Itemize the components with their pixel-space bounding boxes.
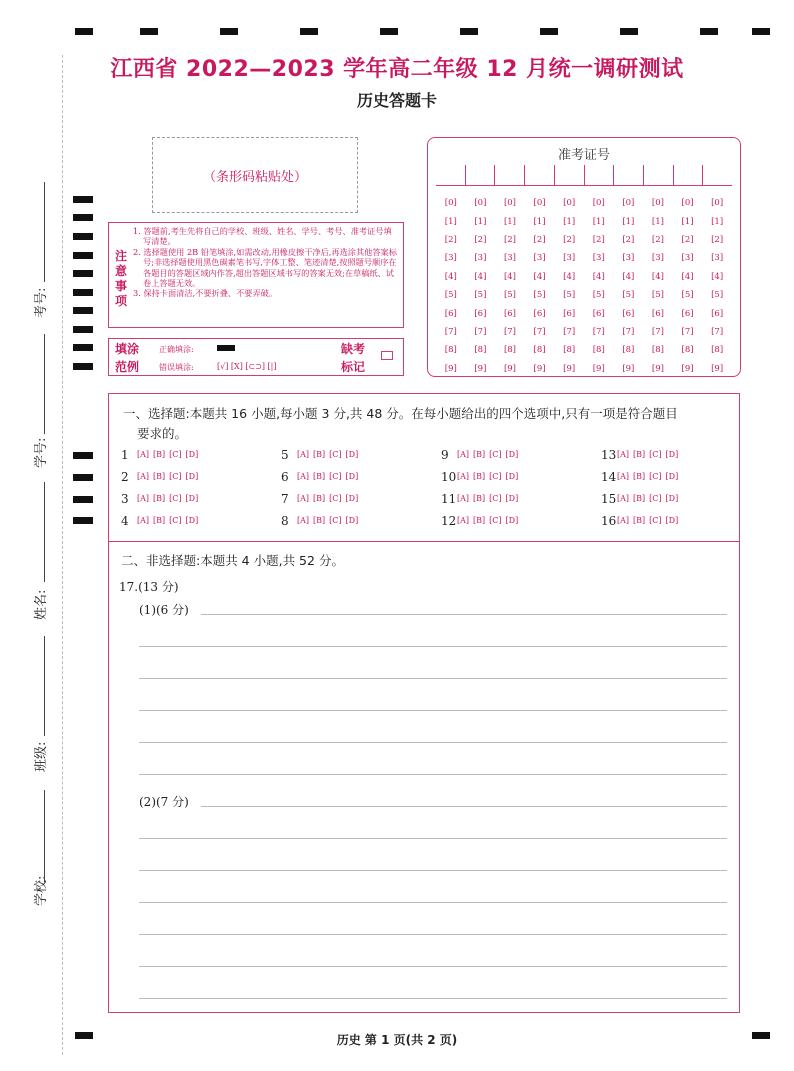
admission-digit-bubble[interactable]: [4] xyxy=(503,271,516,282)
admission-digit-bubble[interactable]: [5] xyxy=(681,290,694,301)
admission-digit-bubble[interactable]: [7] xyxy=(474,326,487,337)
option-bubble[interactable]: [B] xyxy=(473,450,486,459)
admission-digit-bubble[interactable]: [2] xyxy=(651,234,664,245)
admission-digit-bubble[interactable]: [9] xyxy=(444,363,457,374)
admission-digit-bubble[interactable]: [7] xyxy=(563,326,576,337)
question-number: 1 xyxy=(121,448,129,462)
answer-line[interactable] xyxy=(139,678,727,679)
answer-area xyxy=(108,393,740,1013)
admission-digit-bubble[interactable]: [0] xyxy=(651,198,664,209)
admission-digit-bubble[interactable]: [0] xyxy=(681,198,694,209)
admission-digit-row xyxy=(436,268,732,286)
option-bubble[interactable]: [D] xyxy=(185,516,199,525)
admission-digit-bubble[interactable]: [2] xyxy=(503,234,516,245)
side-fill-line-kaohao xyxy=(44,182,45,282)
option-bubble[interactable]: [D] xyxy=(505,472,519,481)
choice-question xyxy=(441,492,522,506)
answer-line[interactable] xyxy=(139,710,727,711)
admission-digit-bubble[interactable]: [3] xyxy=(533,253,546,264)
admission-digit-bubble[interactable]: [0] xyxy=(711,198,724,209)
option-bubble[interactable]: [C] xyxy=(169,516,182,525)
option-bubble[interactable]: [C] xyxy=(489,516,502,525)
notice-title: 注意事项 xyxy=(114,249,127,308)
question-number: 7 xyxy=(281,492,289,506)
timing-mark xyxy=(73,233,93,240)
choice-question xyxy=(121,470,202,484)
admission-digit-bubble[interactable]: [8] xyxy=(503,345,516,356)
section1-heading xyxy=(123,404,723,444)
answer-line[interactable] xyxy=(139,998,727,999)
admission-digit-bubble[interactable]: [0] xyxy=(444,198,457,209)
admission-digit-bubble[interactable]: [0] xyxy=(592,198,605,209)
timing-mark xyxy=(140,28,158,35)
admission-digit-bubble[interactable]: [3] xyxy=(711,253,724,264)
admission-digit-bubble[interactable]: [9] xyxy=(474,363,487,374)
absent-checkbox[interactable] xyxy=(381,351,393,360)
timing-mark xyxy=(75,28,93,35)
choice-question xyxy=(441,514,522,528)
admission-digit-row xyxy=(436,360,732,378)
admission-digit-bubble[interactable]: [4] xyxy=(711,271,724,282)
admission-digit-bubble[interactable]: [7] xyxy=(622,326,635,337)
admission-digit-bubble[interactable]: [6] xyxy=(533,308,546,319)
choice-question xyxy=(601,514,682,528)
admission-digit-bubble[interactable]: [8] xyxy=(444,345,457,356)
option-bubble[interactable]: [D] xyxy=(185,450,199,459)
question-number: 12 xyxy=(441,514,457,528)
choice-question xyxy=(441,470,522,484)
admission-digit-bubble[interactable]: [3] xyxy=(622,253,635,264)
section1-heading-line: 一、选择题:本题共 16 小题,每小题 3 分,共 48 分。在每小题给出的四个选项中,只有一项是符合题目 xyxy=(123,406,678,421)
admission-digit-bubble[interactable]: [2] xyxy=(563,234,576,245)
timing-mark xyxy=(73,252,93,259)
question-number: 16 xyxy=(601,514,617,528)
timing-mark xyxy=(73,196,93,203)
choice-question xyxy=(281,514,362,528)
admission-digit-bubble[interactable]: [1] xyxy=(474,216,487,227)
timing-mark xyxy=(73,214,93,221)
option-bubble[interactable]: [C] xyxy=(649,516,662,525)
admission-digit-bubble[interactable]: [2] xyxy=(444,234,457,245)
admission-digit-bubble[interactable]: [4] xyxy=(563,271,576,282)
admission-digit-bubble[interactable]: [0] xyxy=(474,198,487,209)
question-number: 6 xyxy=(281,470,289,484)
timing-mark xyxy=(73,289,93,296)
question-number: 4 xyxy=(121,514,129,528)
correct-fill-label: 正确填涂: xyxy=(159,345,194,354)
question-number: 2 xyxy=(121,470,129,484)
admission-digit-bubble[interactable]: [0] xyxy=(533,198,546,209)
barcode-label: （条形码粘贴处） xyxy=(202,170,307,185)
admission-digit-bubble[interactable]: [2] xyxy=(622,234,635,245)
question-number: 11 xyxy=(441,492,457,506)
option-bubble[interactable]: [B] xyxy=(313,516,326,525)
admission-digit-bubble[interactable]: [3] xyxy=(503,253,516,264)
question-17-label: 17.(13 分) xyxy=(119,580,179,594)
admission-digit-bubble[interactable]: [1] xyxy=(503,216,516,227)
option-bubble[interactable]: [B] xyxy=(153,472,166,481)
answer-line[interactable] xyxy=(201,614,727,615)
admission-digit-bubble[interactable]: [4] xyxy=(474,271,487,282)
timing-mark xyxy=(73,344,93,351)
absent-label: 标记 xyxy=(341,360,366,374)
admission-digit-bubble[interactable]: [6] xyxy=(503,308,516,319)
admission-digit-bubble[interactable]: [9] xyxy=(651,363,664,374)
option-bubble[interactable]: [A] xyxy=(297,516,310,525)
notice-item: 3. 保持卡面清洁,不要折叠、不要弄破。 xyxy=(133,288,278,299)
admission-digit-bubble[interactable]: [2] xyxy=(533,234,546,245)
timing-mark xyxy=(300,28,318,35)
admission-digit-bubble[interactable]: [6] xyxy=(592,308,605,319)
admission-digit-bubble[interactable]: [7] xyxy=(711,326,724,337)
fill-example-box xyxy=(108,338,404,376)
option-bubble[interactable]: [B] xyxy=(633,472,646,481)
option-bubble[interactable]: [B] xyxy=(633,494,646,503)
admission-digit-bubble[interactable]: [9] xyxy=(533,363,546,374)
fill-example-label: 范例 xyxy=(115,360,140,374)
option-bubble[interactable]: [C] xyxy=(489,472,502,481)
option-bubble[interactable]: [A] xyxy=(457,472,470,481)
answer-line[interactable] xyxy=(139,774,727,775)
admission-digit-bubble[interactable]: [6] xyxy=(563,308,576,319)
section1-heading-line: 要求的。 xyxy=(137,426,188,441)
admission-digit-bubble[interactable]: [9] xyxy=(711,363,724,374)
admission-digit-bubble[interactable]: [8] xyxy=(711,345,724,356)
binding-dotted-line xyxy=(62,55,63,1055)
admission-digit-row xyxy=(436,194,732,212)
option-bubble[interactable]: [D] xyxy=(345,494,359,503)
admission-digit-bubble[interactable]: [5] xyxy=(592,290,605,301)
admission-digit-bubble[interactable]: [5] xyxy=(563,290,576,301)
option-bubble[interactable]: [A] xyxy=(137,516,150,525)
answer-line[interactable] xyxy=(139,902,727,903)
option-bubble[interactable]: [D] xyxy=(185,494,199,503)
option-bubble[interactable]: [A] xyxy=(617,450,630,459)
section-divider xyxy=(109,541,739,542)
question-17-2-label: (2)(7 分) xyxy=(139,795,189,809)
option-bubble[interactable]: [D] xyxy=(665,472,679,481)
option-bubble[interactable]: [C] xyxy=(649,494,662,503)
admission-digit-bubble[interactable]: [9] xyxy=(592,363,605,374)
option-bubble[interactable]: [A] xyxy=(137,450,150,459)
question-number: 10 xyxy=(441,470,457,484)
answer-line[interactable] xyxy=(139,742,727,743)
option-bubble[interactable]: [D] xyxy=(665,494,679,503)
admission-digit-bubble[interactable]: [1] xyxy=(711,216,724,227)
answer-line[interactable] xyxy=(139,838,727,839)
option-bubble[interactable]: [B] xyxy=(473,494,486,503)
admission-digit-bubble[interactable]: [0] xyxy=(563,198,576,209)
admission-digit-bubble[interactable]: [5] xyxy=(711,290,724,301)
option-bubble[interactable]: [B] xyxy=(473,516,486,525)
option-bubble[interactable]: [C] xyxy=(649,472,662,481)
admission-digit-bubble[interactable]: [2] xyxy=(681,234,694,245)
question-number: 14 xyxy=(601,470,617,484)
answer-line[interactable] xyxy=(139,870,727,871)
admission-digit-bubble[interactable]: [8] xyxy=(592,345,605,356)
option-bubble[interactable]: [A] xyxy=(617,472,630,481)
answer-line[interactable] xyxy=(139,646,727,647)
choice-question xyxy=(601,492,682,506)
option-bubble[interactable]: [C] xyxy=(489,494,502,503)
question-number: 8 xyxy=(281,514,289,528)
option-bubble[interactable]: [B] xyxy=(153,450,166,459)
admission-digit-bubble[interactable]: [3] xyxy=(444,253,457,264)
side-label-xuehao: 学号: xyxy=(34,437,49,468)
option-bubble[interactable]: [A] xyxy=(617,516,630,525)
admission-digit-bubble[interactable]: [5] xyxy=(444,290,457,301)
admission-digit-bubble[interactable]: [8] xyxy=(651,345,664,356)
admission-digit-bubble[interactable]: [5] xyxy=(474,290,487,301)
notice-body xyxy=(133,226,399,299)
admission-digit-bubble[interactable]: [5] xyxy=(622,290,635,301)
timing-mark xyxy=(620,28,638,35)
admission-digit-bubble[interactable]: [3] xyxy=(563,253,576,264)
barcode-area xyxy=(152,137,358,213)
option-bubble[interactable]: [A] xyxy=(137,494,150,503)
option-bubble[interactable]: [A] xyxy=(137,472,150,481)
option-bubble[interactable]: [C] xyxy=(649,450,662,459)
side-fill-line-banji xyxy=(44,636,45,736)
choice-question xyxy=(601,448,682,462)
option-bubble[interactable]: [B] xyxy=(633,450,646,459)
option-bubble[interactable]: [A] xyxy=(457,494,470,503)
page-title: 江西省 2022—2023 学年高二年级 12 月统一调研测试 xyxy=(110,57,684,82)
admission-number-bubble-grid[interactable] xyxy=(436,194,732,378)
side-label-kaohao: 考号: xyxy=(34,287,49,318)
option-bubble[interactable]: [D] xyxy=(505,450,519,459)
admission-digit-bubble[interactable]: [4] xyxy=(592,271,605,282)
admission-digit-row xyxy=(436,341,732,359)
admission-digit-bubble[interactable]: [1] xyxy=(681,216,694,227)
option-bubble[interactable]: [B] xyxy=(313,494,326,503)
option-bubble[interactable]: [D] xyxy=(185,472,199,481)
notice-item: 2. 选择题使用 2B 铅笔填涂,如需改动,用橡皮擦干净后,再选涂其他答案标号;非选择题使用黑色碳素笔书写,字体工整、笔迹清楚,按照题号顺序在各题目的答题区域内作答,超出答题区域书写的答案无效;在草稿纸、试卷上答题无效。 xyxy=(133,246,397,289)
choice-question xyxy=(121,514,202,528)
answer-line[interactable] xyxy=(139,934,727,935)
option-bubble[interactable]: [C] xyxy=(169,472,182,481)
fill-example-label: 填涂 xyxy=(115,342,140,356)
question-number: 9 xyxy=(441,448,449,462)
admission-digit-bubble[interactable]: [4] xyxy=(444,271,457,282)
admission-digit-bubble[interactable]: [6] xyxy=(681,308,694,319)
admission-digit-bubble[interactable]: [6] xyxy=(711,308,724,319)
admission-digit-bubble[interactable]: [8] xyxy=(533,345,546,356)
option-bubble[interactable]: [D] xyxy=(345,450,359,459)
question-17-1-label: (1)(6 分) xyxy=(139,603,189,617)
timing-mark xyxy=(73,474,93,481)
option-bubble[interactable]: [C] xyxy=(329,472,342,481)
admission-digit-bubble[interactable]: [4] xyxy=(622,271,635,282)
admission-digit-bubble[interactable]: [8] xyxy=(474,345,487,356)
admission-digit-bubble[interactable]: [1] xyxy=(444,216,457,227)
admission-digit-bubble[interactable]: [6] xyxy=(651,308,664,319)
side-label-banji: 班级: xyxy=(34,741,49,772)
admission-digit-bubble[interactable]: [7] xyxy=(592,326,605,337)
option-bubble[interactable]: [D] xyxy=(345,472,359,481)
admission-number-title: 准考证号 xyxy=(557,148,610,163)
admission-digit-row xyxy=(436,304,732,322)
answer-line[interactable] xyxy=(139,966,727,967)
admission-digit-bubble[interactable]: [3] xyxy=(592,253,605,264)
side-label-xingming: 姓名: xyxy=(34,589,49,620)
admission-digit-bubble[interactable]: [0] xyxy=(503,198,516,209)
timing-mark xyxy=(752,28,770,35)
admission-digit-bubble[interactable]: [1] xyxy=(563,216,576,227)
question-number: 13 xyxy=(601,448,617,462)
admission-digit-bubble[interactable]: [9] xyxy=(622,363,635,374)
side-fill-line-xuexiao xyxy=(44,790,45,882)
admission-digit-bubble[interactable]: [5] xyxy=(533,290,546,301)
admission-digit-bubble[interactable]: [7] xyxy=(503,326,516,337)
admission-digit-bubble[interactable]: [4] xyxy=(533,271,546,282)
admission-number-box xyxy=(427,137,741,377)
page-footer: 历史 第 1 页(共 2 页) xyxy=(336,1033,458,1047)
timing-mark xyxy=(73,363,93,370)
admission-digit-bubble[interactable]: [8] xyxy=(563,345,576,356)
option-bubble[interactable]: [C] xyxy=(169,494,182,503)
option-bubble[interactable]: [A] xyxy=(297,494,310,503)
admission-digit-bubble[interactable]: [3] xyxy=(474,253,487,264)
admission-digit-row xyxy=(436,212,732,230)
admission-digit-bubble[interactable]: [4] xyxy=(651,271,664,282)
option-bubble[interactable]: [C] xyxy=(329,494,342,503)
admission-digit-row xyxy=(436,249,732,267)
option-bubble[interactable]: [C] xyxy=(169,450,182,459)
admission-digit-bubble[interactable]: [8] xyxy=(622,345,635,356)
admission-digit-row xyxy=(436,323,732,341)
admission-digit-bubble[interactable]: [7] xyxy=(533,326,546,337)
option-bubble[interactable]: [B] xyxy=(153,494,166,503)
admission-digit-bubble[interactable]: [8] xyxy=(681,345,694,356)
question-number: 3 xyxy=(121,492,129,506)
option-bubble[interactable]: [A] xyxy=(297,472,310,481)
option-bubble[interactable]: [A] xyxy=(457,450,470,459)
option-bubble[interactable]: [A] xyxy=(457,516,470,525)
admission-number-write-cells[interactable] xyxy=(436,165,732,186)
option-bubble[interactable]: [D] xyxy=(665,516,679,525)
notice-box xyxy=(108,222,404,328)
question-number: 5 xyxy=(281,448,289,462)
admission-digit-bubble[interactable]: [6] xyxy=(444,308,457,319)
correct-fill-mark-icon xyxy=(217,345,235,351)
choice-question xyxy=(281,448,362,462)
admission-digit-bubble[interactable]: [3] xyxy=(651,253,664,264)
option-bubble[interactable]: [D] xyxy=(505,516,519,525)
admission-digit-bubble[interactable]: [2] xyxy=(711,234,724,245)
admission-digit-row xyxy=(436,286,732,304)
admission-digit-bubble[interactable]: [1] xyxy=(651,216,664,227)
option-bubble[interactable]: [B] xyxy=(153,516,166,525)
option-bubble[interactable]: [B] xyxy=(473,472,486,481)
admission-digit-bubble[interactable]: [9] xyxy=(563,363,576,374)
option-bubble[interactable]: [C] xyxy=(489,450,502,459)
timing-mark xyxy=(220,28,238,35)
option-bubble[interactable]: [B] xyxy=(633,516,646,525)
timing-mark xyxy=(73,517,93,524)
admission-digit-bubble[interactable]: [4] xyxy=(681,271,694,282)
timing-mark xyxy=(73,270,93,277)
choice-question xyxy=(601,470,682,484)
admission-digit-bubble[interactable]: [7] xyxy=(681,326,694,337)
choice-question xyxy=(281,470,362,484)
admission-digit-bubble[interactable]: [7] xyxy=(444,326,457,337)
timing-mark xyxy=(73,307,93,314)
admission-digit-row xyxy=(436,231,732,249)
choice-question xyxy=(281,492,362,506)
side-fill-line-xuehao xyxy=(44,334,45,434)
timing-mark xyxy=(460,28,478,35)
option-bubble[interactable]: [B] xyxy=(313,472,326,481)
wrong-fill-marks: [√] [X] [⊂⊃] [|] xyxy=(217,362,277,371)
question-number: 15 xyxy=(601,492,617,506)
admission-digit-bubble[interactable]: [2] xyxy=(474,234,487,245)
choice-question xyxy=(121,448,202,462)
option-bubble[interactable]: [A] xyxy=(297,450,310,459)
admission-digit-bubble[interactable]: [7] xyxy=(651,326,664,337)
option-bubble[interactable]: [C] xyxy=(329,516,342,525)
timing-mark xyxy=(540,28,558,35)
admission-digit-bubble[interactable]: [3] xyxy=(681,253,694,264)
admission-digit-bubble[interactable]: [5] xyxy=(651,290,664,301)
admission-digit-bubble[interactable]: [9] xyxy=(681,363,694,374)
admission-digit-bubble[interactable]: [6] xyxy=(622,308,635,319)
option-bubble[interactable]: [B] xyxy=(313,450,326,459)
timing-mark xyxy=(73,452,93,459)
choice-question xyxy=(441,448,522,462)
admission-digit-bubble[interactable]: [1] xyxy=(533,216,546,227)
choice-question xyxy=(121,492,202,506)
timing-mark xyxy=(73,326,93,333)
admission-digit-bubble[interactable]: [5] xyxy=(503,290,516,301)
admission-digit-bubble[interactable]: [2] xyxy=(592,234,605,245)
absent-label: 缺考 xyxy=(341,342,366,356)
option-bubble[interactable]: [D] xyxy=(505,494,519,503)
option-bubble[interactable]: [C] xyxy=(329,450,342,459)
admission-digit-bubble[interactable]: [6] xyxy=(474,308,487,319)
timing-mark xyxy=(380,28,398,35)
admission-digit-bubble[interactable]: [0] xyxy=(622,198,635,209)
notice-item: 1. 答题前,考生先将自己的学校、班级、姓名、学号、考号、准考证号填写清楚。 xyxy=(133,226,392,247)
option-bubble[interactable]: [D] xyxy=(345,516,359,525)
answer-line[interactable] xyxy=(201,806,727,807)
timing-mark xyxy=(700,28,718,35)
option-bubble[interactable]: [A] xyxy=(617,494,630,503)
admission-digit-bubble[interactable]: [9] xyxy=(503,363,516,374)
wrong-fill-label: 错误填涂: xyxy=(159,363,194,372)
admission-digit-bubble[interactable]: [1] xyxy=(592,216,605,227)
side-fill-line-xingming xyxy=(44,482,45,582)
admission-digit-bubble[interactable]: [1] xyxy=(622,216,635,227)
section2-heading: 二、非选择题:本题共 4 小题,共 52 分。 xyxy=(121,553,344,568)
side-label-xuexiao: 学校: xyxy=(34,875,49,906)
timing-mark xyxy=(73,496,93,503)
option-bubble[interactable]: [D] xyxy=(665,450,679,459)
page-subtitle: 历史答题卡 xyxy=(356,91,437,110)
